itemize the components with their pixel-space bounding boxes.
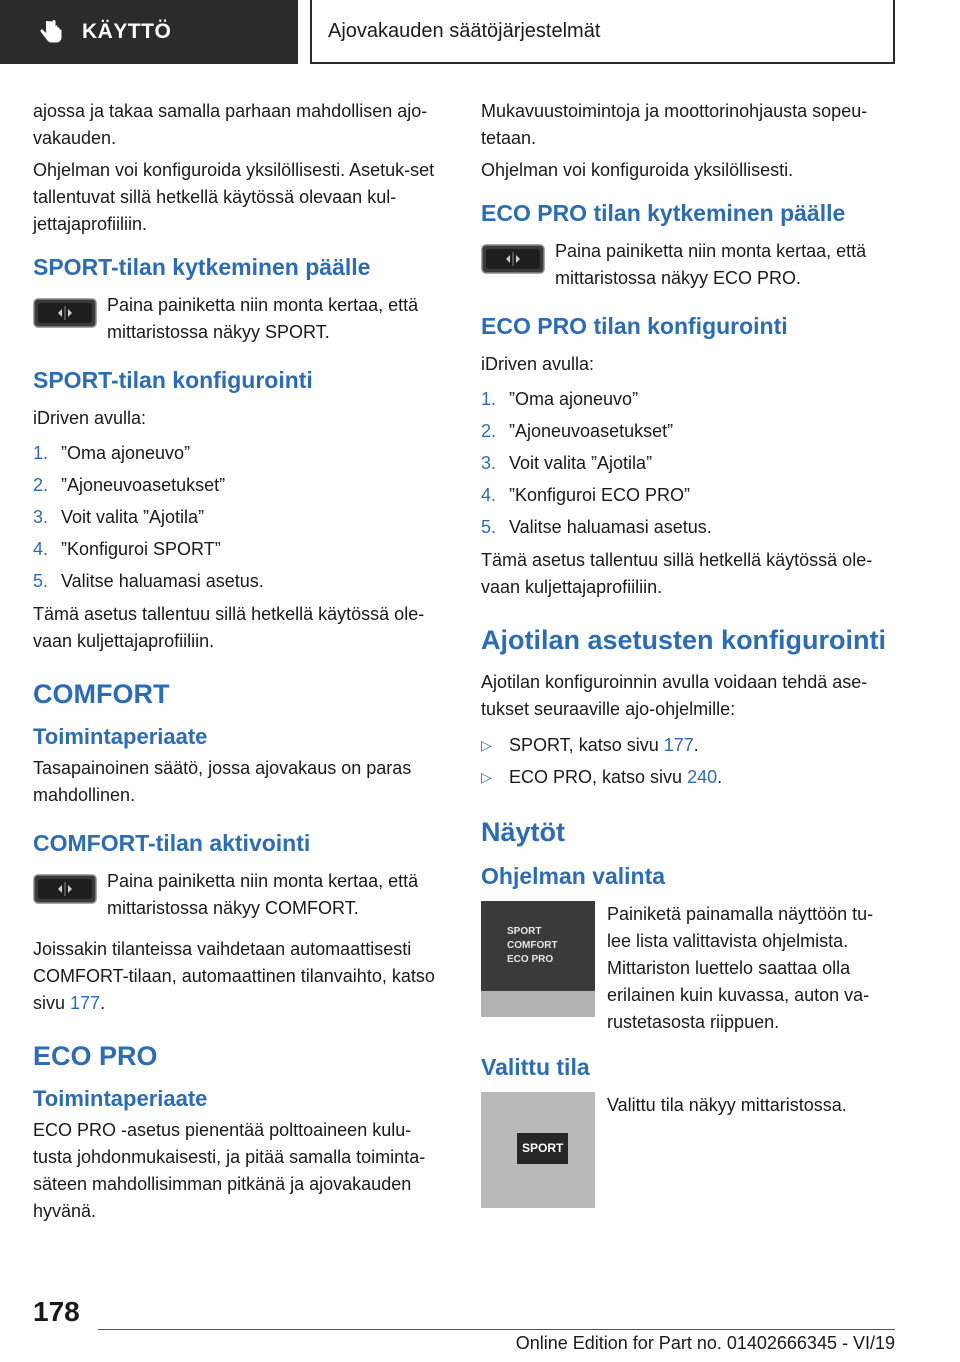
program-menu-list [507,925,558,967]
instruction-text: Paina painiketta niin monta kertaa, että mittaristossa näkyy SPORT. [107,295,419,342]
list-item [33,533,445,565]
subsection-heading: Toimintaperiaate [33,1086,208,1111]
step-number: 2. [33,475,49,495]
paragraph-text: Joissakin tilanteissa vaihdetaan automaattisesti COMFORT-tilaan, automaattinen tilanvaihto, katso sivu [33,939,435,1013]
drive-mode-button-icon [481,244,545,274]
button-instruction [481,238,893,292]
steps-list [33,437,445,597]
image-strip [481,991,595,1017]
list-end: . [693,735,699,755]
footer-divider [98,1329,895,1330]
image-caption: Valittu tila näkyy mittaristossa. [607,1095,847,1115]
list-item [33,469,445,501]
section-title: COMFORT [33,679,170,709]
section-heading: ECO PRO tilan konfigurointi [481,313,788,339]
step-text: ”Oma ajoneuvo” [509,389,639,409]
step-number: 4. [33,539,49,559]
section-heading: Ohjelman valinta [481,863,666,889]
drive-mode-button-icon [33,298,97,328]
paragraph: Tasapainoinen säätö, jossa ajovakaus on paras mahdollinen. [33,758,412,805]
steps-list [481,383,893,543]
paragraph: Tämä asetus tallentuu sillä hetkellä käytössä ole-vaan kuljettajaprofiiliin. [33,604,425,651]
paragraph: ECO PRO -asetus pienentää polttoaineen kulu-tusta johdonmukaisesti, ja pitää samalla toiminta-säteen mahdollisimman pitkänä ja ajovakauden hyvänä. [33,1120,426,1221]
menu-option: SPORT [507,926,542,937]
step-text: ”Konfiguroi SPORT” [61,539,221,559]
section-title: Ajotilan asetusten konfigurointi [481,625,887,655]
chapter-title: Ajovakauden säätöjärjestelmät [310,0,895,64]
step-number: 3. [481,453,497,473]
list-item [481,415,893,447]
step-number: 1. [33,443,49,463]
instruction-text: Paina painiketta niin monta kertaa, että mittaristossa näkyy ECO PRO. [555,241,867,288]
list-item [481,447,893,479]
page-link[interactable]: 177 [663,735,694,755]
list-item [481,479,893,511]
page-number: 178 [33,1296,80,1327]
step-text: Voit valita ”Ajotila” [61,507,205,527]
section-heading: SPORT-tilan kytkeminen päälle [33,254,371,280]
step-text: Valitse haluamasi asetus. [61,571,264,591]
section-heading: SPORT-tilan konfigurointi [33,367,313,393]
image-with-text [481,901,893,1036]
triangle-bullet-icon: ▷ [481,737,492,753]
section-heading: Valittu tila [481,1054,590,1080]
step-text: Valitse haluamasi asetus. [509,517,712,537]
list-item [481,383,893,415]
list-item [481,729,893,761]
list-item [481,511,893,543]
section-title: Näytöt [481,817,566,847]
bullet-list [481,729,893,793]
drive-mode-button-icon [33,874,97,904]
step-text: ”Oma ajoneuvo” [61,443,191,463]
button-instruction [33,868,445,922]
button-instruction [33,292,445,346]
list-end: . [717,767,723,787]
program-menu-image [481,901,595,1017]
section-title: ECO PRO [33,1041,158,1071]
left-column [33,98,445,1230]
list-item [33,565,445,597]
step-number: 1. [481,389,497,409]
menu-option: ECO PRO [507,954,554,965]
paragraph-end: . [100,993,106,1013]
list-item [33,501,445,533]
selected-mode-badge: SPORT [517,1133,568,1164]
section-tab-label: KÄYTTÖ [82,20,172,43]
step-number: 4. [481,485,497,505]
selected-mode-image [481,1092,595,1208]
paragraph: ajossa ja takaa samalla parhaan mahdollisen ajo-vakauden. [33,101,428,148]
list-text: SPORT, katso sivu [509,735,659,755]
step-text: Voit valita ”Ajotila” [509,453,653,473]
paragraph: Tämä asetus tallentuu sillä hetkellä käytössä ole-vaan kuljettajaprofiiliin. [481,550,873,597]
paragraph: Mukavuustoimintoja ja moottorinohjausta sopeu-tetaan. [481,101,868,148]
page-link[interactable]: 240 [687,767,718,787]
right-column [481,98,893,1218]
step-number: 3. [33,507,49,527]
paragraph: iDriven avulla: [33,408,147,428]
page-link[interactable]: 177 [70,993,101,1013]
hand-pointer-icon [36,17,66,47]
section-heading: ECO PRO tilan kytkeminen päälle [481,200,846,226]
step-number: 2. [481,421,497,441]
list-text: ECO PRO, katso sivu [509,767,683,787]
paragraph: iDriven avulla: [481,354,595,374]
instruction-text: Paina painiketta niin monta kertaa, että mittaristossa näkyy COMFORT. [107,871,419,918]
step-text: ”Konfiguroi ECO PRO” [509,485,691,505]
paragraph [33,936,445,1017]
step-number: 5. [33,571,49,591]
triangle-bullet-icon: ▷ [481,769,492,785]
step-number: 5. [481,517,497,537]
list-item [481,761,893,793]
step-text: ”Ajoneuvoasetukset” [509,421,674,441]
list-item [33,437,445,469]
paragraph: Ajotilan konfiguroinnin avulla voidaan tehdä ase-tukset seuraaville ajo-ohjelmille: [481,672,868,719]
image-caption: Painiketä painamalla näyttöön tu-lee lista valittavista ohjelmista. Mittariston luettelo saattaa olla erilainen kuin kuvassa, auton va-rustetasosta riippuen. [607,904,874,1032]
section-heading: COMFORT-tilan aktivointi [33,830,311,856]
paragraph: Ohjelman voi konfiguroida yksilöllisesti. Asetuk-set tallentuvat sillä hetkellä käytössä olevaan kul-jettajaprofiiliin. [33,160,435,234]
edition-footer: Online Edition for Part no. 01402666345 - VI/19 [515,1333,895,1353]
image-with-text [481,1092,893,1208]
section-tab [0,0,298,64]
step-text: ”Ajoneuvoasetukset” [61,475,226,495]
paragraph: Ohjelman voi konfiguroida yksilöllisesti. [481,160,794,180]
subsection-heading: Toimintaperiaate [33,724,208,749]
menu-option: COMFORT [507,940,558,951]
